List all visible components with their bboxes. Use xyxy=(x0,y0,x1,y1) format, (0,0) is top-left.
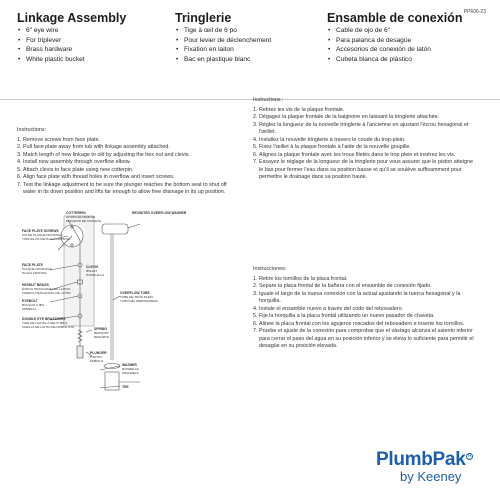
instruction-step: 6. Alignez la plaque frontale avec les trous filetés dans le trop plein et insérez les vis. xyxy=(253,151,456,158)
instruction-steps xyxy=(253,276,478,351)
label-double-eye-fr: TIGE DE LAITON À DEUX ŒILS xyxy=(22,321,68,325)
label-cotterpin-fr: GOUPILLE FENDUE xyxy=(66,215,96,219)
title-english: Linkage Assembly xyxy=(17,11,127,25)
feature-item: • Bac en plastique blanc xyxy=(184,55,325,65)
instruction-step: 2. Separe la placa frontal de la bañera con el ensamble de conexión fijado. xyxy=(253,283,432,289)
feature-item: • White plastic bucket xyxy=(26,55,167,65)
callout-line xyxy=(113,296,120,300)
feature-item: • For triplever xyxy=(26,36,167,46)
label-washer-fr: RONDELLE xyxy=(122,367,139,371)
feature-item: • 6" eye wire xyxy=(26,26,167,36)
feature-item: • Cable de ojo de 6" xyxy=(336,26,487,36)
brand-subtitle: by Keeney xyxy=(400,469,462,484)
brand-logo xyxy=(376,450,473,484)
brand-name: PlumbPak xyxy=(376,449,466,470)
label-face-plate: FACE PLATE xyxy=(22,263,43,267)
label-plunger-fr: PISTON xyxy=(90,355,102,359)
label-overflow-tube: OVERFLOW TUBE xyxy=(120,291,150,295)
instruction-step: 7. Pruebe el ajuste de la conexión para comprobar que el vástago alcanza el asiento inferior para cerrar el paso del agua en su posición inferior y se eleva lo suficiente para permitir el desagüe en su posición elevada. xyxy=(253,328,474,349)
label-cotterpin-es: PASADOR DE CHAVETA xyxy=(66,219,102,223)
label-eyebolt: EYEBOLT xyxy=(22,299,38,303)
registered-mark: R xyxy=(468,453,472,459)
label-plunger: PLUNGER xyxy=(90,351,107,355)
label-hexnut: HEXNUT BRASS xyxy=(22,283,49,287)
instructions-french xyxy=(253,97,478,182)
label-plunger-es: ÉMBOLO xyxy=(90,359,104,363)
feature-item: • Para palanca de desagüe xyxy=(336,36,487,46)
label-spring-es: RESORTE xyxy=(94,335,109,339)
instruction-step: 6. Align face plate with thread holes in overflow and insert screws. xyxy=(17,174,175,180)
instructions-english xyxy=(17,127,232,197)
label-overflow-tube-fr: TUBE DE TROP-PLEIN xyxy=(120,295,153,299)
instruction-step: 4. Installez la nouvelle tringlerie à travers le coude du trop-plein. xyxy=(253,136,406,143)
feature-item: • Accesorios de conexión de latón xyxy=(336,45,487,55)
label-face-plate-screws-fr: VIS DE PLAQUE FRONTALE xyxy=(22,233,63,237)
label-double-eye-es: VARILLA DE LATÓN DE DOBLE OJO xyxy=(22,325,75,329)
label-washer: WASHER xyxy=(122,363,137,367)
column-english xyxy=(17,12,167,64)
callout-line xyxy=(128,224,140,228)
instruction-step: 4. Install new assembly through overflow elbow. xyxy=(17,159,131,165)
feature-list-french xyxy=(175,26,325,64)
feature-list-english xyxy=(17,26,167,64)
label-spring: SPRING xyxy=(94,327,107,331)
label-face-plate-fr: PLAQUE FRONTALE xyxy=(22,267,52,271)
instructions-title: Instructions : xyxy=(253,97,284,103)
title-french: Tringlerie xyxy=(175,11,232,25)
label-face-plate-screws-es: TORNILLOS DE PLACA FRONTAL xyxy=(22,237,71,241)
instruction-step: 7. Test the linkage adjustment to be sure the plunger reaches the bottom seat to shut off water in its down position and lifts far enough to allow free drainage in its up position. xyxy=(17,181,227,195)
overflow-elbow xyxy=(102,224,128,234)
instructions-title: Instrucciones: xyxy=(253,266,287,272)
feature-item: • Brass hardware xyxy=(26,45,167,55)
instruction-steps xyxy=(17,137,232,197)
label-eyebolt-es: ARMELLA xyxy=(22,307,37,311)
label-cotterpin: COTTERPIN xyxy=(66,211,86,215)
label-hexnut-fr: ÉCROU HEXAGONAL EN LAITON xyxy=(22,287,71,291)
instruction-step: 6. Alinee la placa frontal con los agujeros roscados del rebosadero e inserte los tornillos. xyxy=(253,320,465,327)
instruction-step: 4. Instale el ensamble nuevo a través del codo del rebosadero. xyxy=(253,305,404,312)
instruction-step: 3. Réglez la longueur de la nouvelle tringlerie à l'ancienne en ajustant l'écrou hexagonal et l'œillet. xyxy=(253,121,469,135)
feature-item: • Tige à œil de 6 po xyxy=(184,26,325,36)
feature-item: • Cubeta blanca de plástico xyxy=(336,55,487,65)
label-eyebolt-fr: BOULON À ŒIL xyxy=(22,303,45,307)
instructions-title: Instructions: xyxy=(17,127,47,133)
feature-item: • Fixation en laiton xyxy=(184,45,325,55)
diagram-labels xyxy=(22,211,187,389)
label-revisited-washer: REVISITED OVERFLOW WASHER xyxy=(132,211,187,215)
label-clevis: CLEVIS xyxy=(86,265,99,269)
instruction-step: 7. Essayez le réglage de la longueur de la tringlerie pour vous assurer que le piston atteigne le bas pour fermer l'eau dans sa position basse et qu'il se soulève suffisamment pour permettre le drainage dans sa position haute. xyxy=(253,159,473,180)
label-spring-fr: RESSORT xyxy=(94,331,109,335)
label-face-plate-es: PLACA FRONTAL xyxy=(22,271,48,275)
brand-name-row xyxy=(376,450,473,470)
instruction-step: 2. Pull face plate away from tub with linkage assembly attached. xyxy=(17,144,170,150)
label-clevis-fr: ŒILLET xyxy=(86,269,98,273)
instruction-steps xyxy=(253,107,478,182)
instructions-spanish xyxy=(253,266,478,351)
title-spanish: Ensamble de conexión xyxy=(327,11,463,25)
feature-item: • Pour levier de déclenchement xyxy=(184,36,325,46)
instruction-step: 1. Retire los tornillos de la placa frontal. xyxy=(253,275,348,282)
column-spanish xyxy=(327,12,487,64)
instruction-step: 1. Retirez les vis de la plaque frontale. xyxy=(253,106,345,113)
instruction-step: 3. Iguale el largo de la nueva conexión con la actual ajustando la tuerca hexagonal y la horquilla. xyxy=(253,290,461,304)
callout-line xyxy=(86,330,92,332)
label-double-eye: DOUBLE EYE BRASSWIRE xyxy=(22,317,66,321)
document-code: PP606-23 xyxy=(463,9,486,15)
column-french xyxy=(175,12,325,64)
instruction-step: 2. Dégagez la plaque frontale de la baignoire en laissant la tringlerie attachée. xyxy=(253,114,440,120)
label-face-plate-screws: FACE PLATE SCREWS xyxy=(22,229,59,233)
instruction-step: 1. Remove screws from face plate. xyxy=(17,136,100,143)
label-hexnut-es: TUERCA HEXAGONAL DE LATÓN xyxy=(22,291,71,295)
plunger-shape xyxy=(77,346,83,358)
instruction-step: 5. Attach clevis to face plate using new cotterpin. xyxy=(17,166,134,173)
instruction-step: 3. Match length of new linkage to old by adjusting the hex nut and clevis. xyxy=(17,151,190,158)
label-clevis-es: HORQUILLA xyxy=(86,273,104,277)
label-washer-es: ARANDELA xyxy=(122,371,139,375)
linkage-diagram xyxy=(20,210,240,410)
label-tee: TEE xyxy=(122,385,129,389)
feature-list-spanish xyxy=(327,26,487,64)
instruction-step: 5. Fije la horquilla a la placa frontal utilizando un nuevo pasador de chaveta. xyxy=(253,313,435,319)
label-overflow-tube-es: TUBO DEL REBOSADERO xyxy=(120,299,159,303)
instruction-step: 5. Fixez l'œillet à la plaque frontale à l'aide de la nouvelle goupille. xyxy=(253,144,411,150)
